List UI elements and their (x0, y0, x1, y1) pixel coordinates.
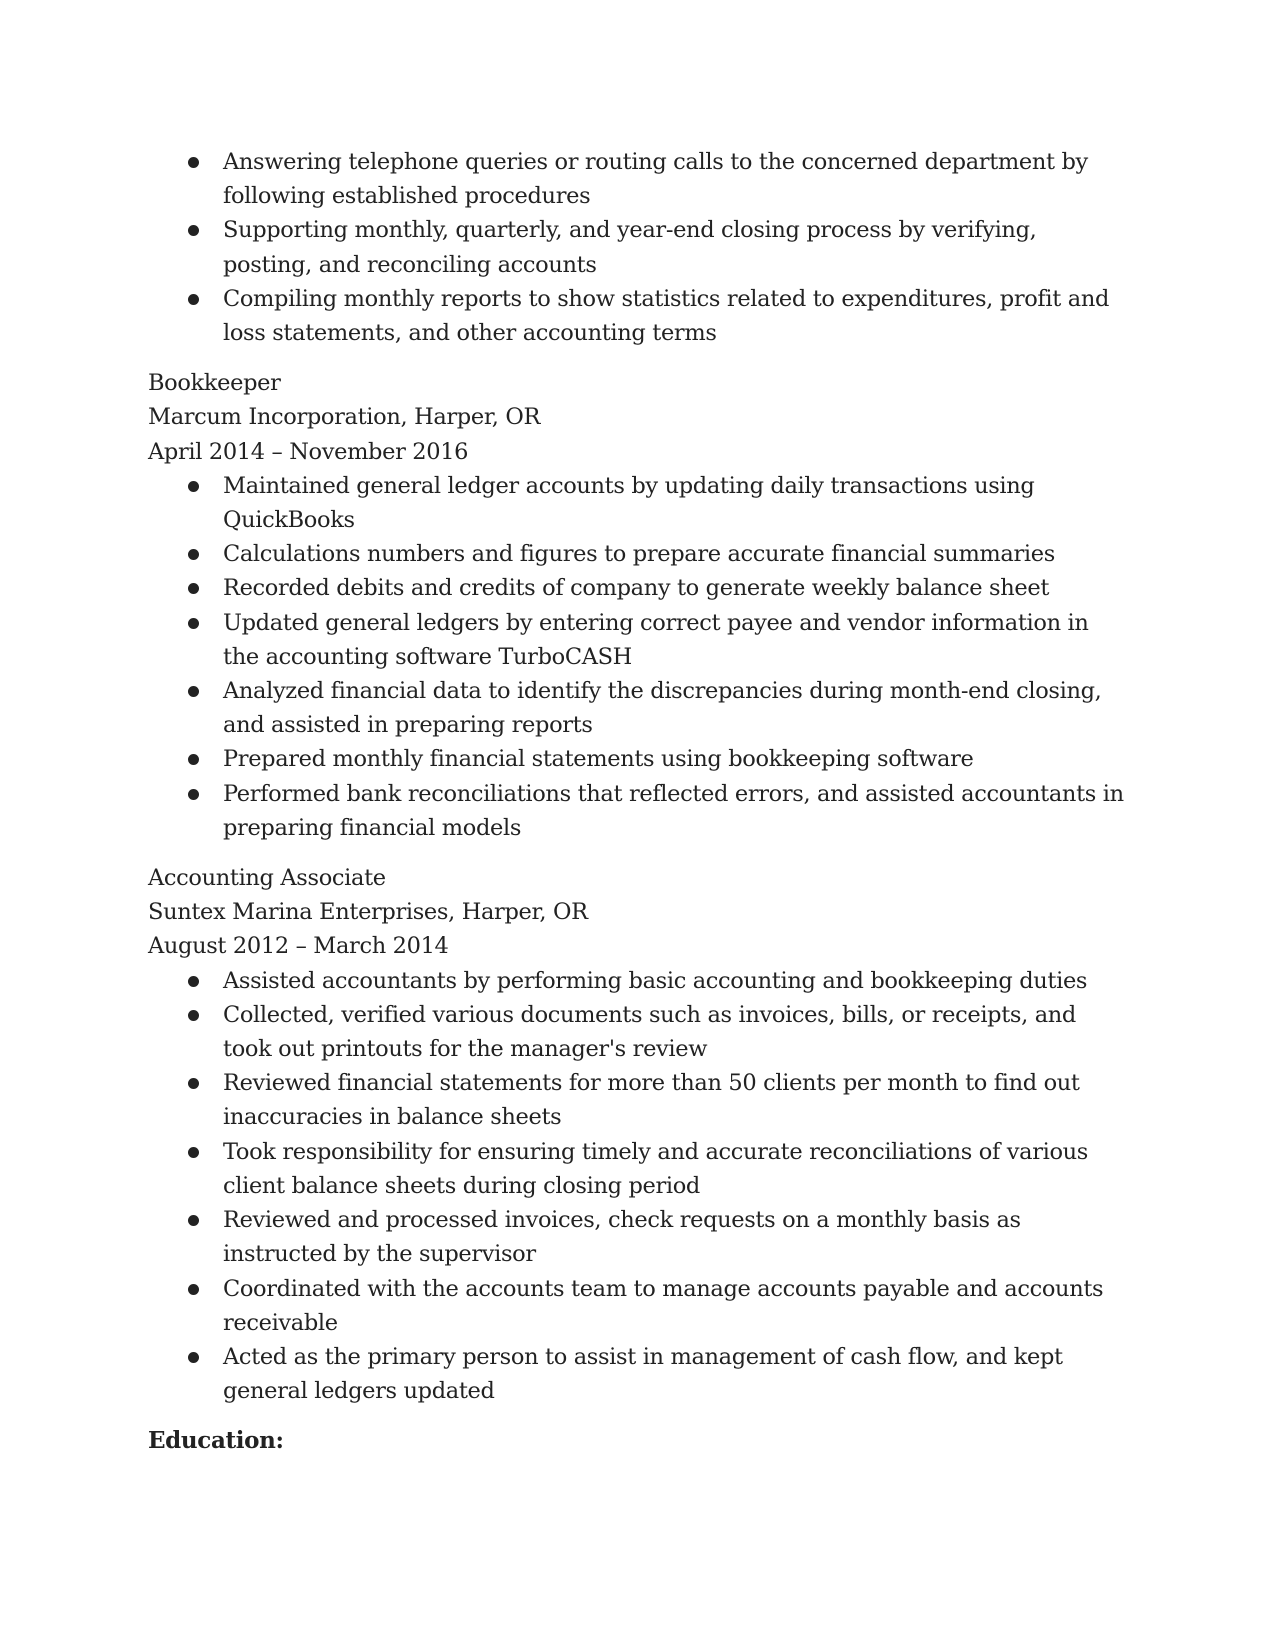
list-item: Analyzed financial data to identify the discrepancies during month-end closing, and assisted in preparing reports (148, 674, 1128, 742)
bookkeeper-bullet-list (148, 469, 1128, 845)
bullet-icon (188, 618, 199, 629)
job-dates: August 2012 – March 2014 (148, 933, 449, 960)
previous-job-bullet-list (148, 145, 1128, 350)
list-item: Answering telephone queries or routing calls to the concerned department by following established procedures (148, 145, 1128, 213)
bullet-icon (188, 157, 199, 168)
bullet-icon (188, 686, 199, 697)
bullet-icon (188, 583, 199, 594)
bullet-icon (188, 1215, 199, 1226)
job-company: Suntex Marina Enterprises, Harper, OR (148, 899, 588, 926)
resume-page (148, 145, 1128, 1459)
list-item: Collected, verified various documents such as invoices, bills, or receipts, and took out printouts for the manager's review (148, 998, 1128, 1066)
job-header-accounting-associate (148, 861, 1128, 964)
bullet-icon (188, 225, 199, 236)
bullet-icon (188, 754, 199, 765)
list-item: Recorded debits and credits of company to generate weekly balance sheet (148, 571, 1128, 605)
list-item: Compiling monthly reports to show statistics related to expenditures, profit and loss statements, and other accounting terms (148, 282, 1128, 350)
list-item: Acted as the primary person to assist in management of cash flow, and kept general ledgers updated (148, 1340, 1128, 1408)
list-item: Calculations numbers and figures to prepare accurate financial summaries (148, 537, 1128, 571)
bullet-icon (188, 789, 199, 800)
bullet-icon (188, 294, 199, 305)
bullet-icon (188, 1078, 199, 1089)
list-item: Updated general ledgers by entering correct payee and vendor information in the accounting software TurboCASH (148, 606, 1128, 674)
job-header-bookkeeper (148, 366, 1128, 469)
list-item: Maintained general ledger accounts by updating daily transactions using QuickBooks (148, 469, 1128, 537)
accounting-associate-bullet-list (148, 964, 1128, 1409)
list-item: Took responsibility for ensuring timely and accurate reconciliations of various client balance sheets during closing period (148, 1135, 1128, 1203)
list-item: Performed bank reconciliations that reflected errors, and assisted accountants in preparing financial models (148, 777, 1128, 845)
education-heading: Education: (148, 1427, 284, 1455)
job-title: Bookkeeper (148, 370, 281, 397)
list-item: Prepared monthly financial statements using bookkeeping software (148, 742, 1128, 776)
list-item: Reviewed and processed invoices, check requests on a monthly basis as instructed by the supervisor (148, 1203, 1128, 1271)
job-dates: April 2014 – November 2016 (148, 438, 469, 465)
bullet-icon (188, 976, 199, 987)
list-item: Supporting monthly, quarterly, and year-end closing process by verifying, posting, and reconciling accounts (148, 213, 1128, 281)
list-item: Reviewed financial statements for more than 50 clients per month to find out inaccuracies in balance sheets (148, 1066, 1128, 1134)
list-item: Assisted accountants by performing basic accounting and bookkeeping duties (148, 964, 1128, 998)
bullet-icon (188, 481, 199, 492)
bullet-icon (188, 1284, 199, 1295)
list-item: Coordinated with the accounts team to manage accounts payable and accounts receivable (148, 1272, 1128, 1340)
bullet-icon (188, 1010, 199, 1021)
job-company: Marcum Incorporation, Harper, OR (148, 404, 541, 431)
job-title: Accounting Associate (148, 865, 386, 892)
bullet-icon (188, 549, 199, 560)
bullet-icon (188, 1147, 199, 1158)
bullet-icon (188, 1352, 199, 1363)
